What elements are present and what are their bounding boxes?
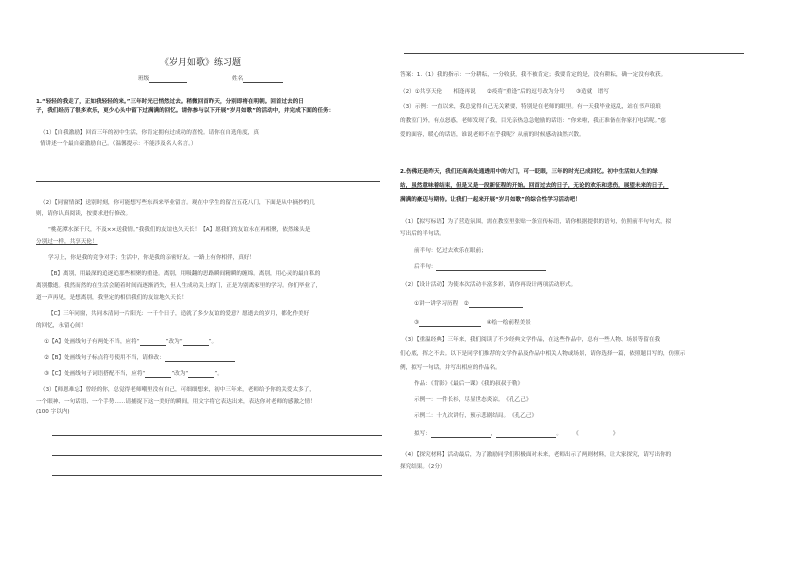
r-q2-line: （2）【设计活动】为使本次活动丰富多彩，请你再设计两项活动形式。 — [402, 282, 577, 288]
r-q3-example-1: 示例一：一件长衫，尽显世态炎凉。 《孔乙己》 — [414, 397, 532, 403]
q2-intro-line-3: 满满的豪迈与期待。让我们一起来开展“岁月如歌”的综合性学习活动吧！ — [400, 197, 581, 203]
r-q4-line-1: （4）【探究材料】活动最后，为了激励同学们积极面对未来，老师出示了两则材料，让大家探究，请写出你的 — [402, 452, 672, 458]
r-q1-line-1: （1）【拟写标语】为了营造氛围，需在教室里张贴一条宣传标语，请你根据提供的语句，仿照前半句句式，拟 — [402, 219, 672, 225]
q3-answer-line-1[interactable] — [52, 435, 382, 436]
r-q2-item-1: ①讲一讲学习历程 ② — [414, 301, 523, 308]
q3-line-3: (100 字以内) — [36, 409, 70, 415]
q2-line-9: 【C】三年同窗，共同本清同一片阳光：一千个日子，造就了多少友谊的爱意？愿逝去的岁月，都化作美好 — [48, 311, 310, 317]
answer-line-3: （3）示例：一直以来，我总觉得自己无关紧要，特别是在老师的眼里。有一天我毕业返乱，站在书声琅琅 — [400, 104, 661, 110]
answer-line-1: 答案：1.（1）我的指示：一分耕耘，一分收获，我不被肯定；我要肯定的是，没有耕耘，确一定没有收获。 — [400, 72, 667, 78]
q2-line-2: 则，请你认真阅读，按要求进行修改。 — [36, 211, 132, 217]
class-label: 班级 — [138, 76, 187, 83]
q2-line-1: （2）【同窗情深】送别时刻，你可能想写些东西来毕业留言。观在中学生的留言五花八门，下面是从中摘抄的几 — [40, 200, 315, 206]
r-q3-works: 作品：《背影》《最后一课》《我的叔叔于勒》 — [414, 381, 524, 387]
r-q1-line-2: 写出后的半句话。 — [400, 231, 445, 237]
answer-line-2: （2）①共享天伦 相逢再说 ②疫将“重逢”后的逗号改为分号 ③造就 谱写 — [400, 89, 609, 95]
q2-line-7: 离别撒逝。我然而然的在生活会随着时间而逐渐消失，但人生成功关上的门，正是为别离家里的学习。你们毕业了， — [36, 283, 322, 289]
q1-line-1: （1）【自我激励】回首三年的初中生活，你肯定拥有过成功的喜悦。请你在自选角度，真 — [40, 130, 259, 136]
answer-line-5: 爱的面容，暖心的话语，谁说老师不在乎我呢？从前的时候感动油然兴散。 — [400, 132, 585, 138]
q2-intro-line-1: 2.伤佛还是昨天，我们还高高处通透用中的大门，可一眨眼，三年的时光已成回忆。初中生活如人生的绿 — [400, 169, 658, 175]
intro-line-2: 子，我们经历了很多欢乐，更少心头中留下过满满的回忆。请你参与以下开展“岁月如歌”的活动中，并完成下面的任务： — [36, 108, 335, 114]
r-q3-line-1: （3）【重温经典】三年来，我们阅读了不少经典文学作品，在这些作品中，总有一些人物、场景等留在我 — [402, 337, 661, 343]
q2-sub-3: ③【C】处画线句子词语搭配不当，应将“ ”改为“ ”。 — [44, 371, 223, 377]
r-q4-line-2: 探究结果。（2分） — [400, 464, 446, 470]
page-title: 《岁月如歌》练习题 — [160, 58, 242, 68]
q2-sub-1: ①【A】处画线句子有两处不当，应将“ ”改为“ ”。 — [44, 339, 218, 345]
q1-answer-line[interactable] — [36, 181, 380, 182]
r-q2-item-2: ③ ④绘一绘前程美景 — [414, 320, 531, 326]
r-q3-write: 拟写： ， 。 《 》 — [414, 431, 619, 437]
answer-line-4: 的教室门外，有点怒惑，老师发现了我，目光亲热急急勉励的话语：“你来啦，我正准备在你家打电话呢。”慈 — [400, 118, 666, 124]
r-q3-line-2: 们心底，挥之不去。以下是同学们推荐的文学作品及作品中相关人物或场景，请你选择一篇，依照题目写的，仿照示 — [400, 351, 686, 357]
q3-answer-line-3[interactable] — [52, 475, 382, 476]
q2-line-6: 【B】离别，用最深的追逐追那些相聚的重逢。离别，用吸翻的思路瞬间精瞬的缠绵。离别，用心灵的最自私的 — [48, 271, 321, 277]
name-label: 姓名 — [232, 76, 283, 83]
q2-line-8: 道一声再见，是想离别，我坚定的相信我们的友谊地久天长！ — [36, 295, 188, 301]
q3-answer-line-2[interactable] — [52, 455, 382, 456]
q2-intro-line-2: 站，虽然意味着结束，但是又是一段新征程的开始。回首过去的日子，无论的欢乐和悲伤，展望未来的日子， — [400, 183, 669, 189]
r-q3-example-2: 示例二：十九次讲行，预示悲剧结局。 《孔乙己》 — [414, 413, 538, 419]
q2-line-3: “桃花潭水深千尺，不及××送我情。”我我们的友谊也久天长！【A】愿我们的友谊永在再相聚，依然缘头是 — [48, 227, 311, 233]
q3-line-1: （3）【师恩难忘】曾经的你，总觉得老师嘲里没有自己，可细细想来，初中三年来，老师给予你的关爱太多了， — [40, 387, 315, 393]
q3-line-2: 一个眼神、一句话语、一个手势……请捕捉下这一美好的瞬间，用文字将它表达出来，表达你对老师的感激之情！ — [36, 399, 316, 405]
r-q1-front: 前半句：忆过去欢乐在眼前； — [414, 248, 487, 254]
intro-line-1: 1.“轻轻的我走了，正如我轻轻的来。”三年时光已悄然过去。稍微回首昨天，分别即将在明朝。回首过去的日 — [36, 99, 304, 105]
right-top-rule — [404, 53, 744, 54]
q2-line-10: 的回忆，永留心间！ — [36, 323, 87, 329]
q2-line-4: 分别过一样，共享天伦！ — [36, 239, 98, 245]
q1-line-2: 情讲述一个最自豪激励自己。（温馨提示：不能涉及名人名言。） — [40, 141, 197, 147]
q2-line-5: 学习上，你是我的竞争对手；生活中，你是我的亲密好友。一路上有你相伴，真好！ — [48, 255, 255, 261]
r-q3-line-3: 例，拟写一句话，并写出相应的作品名。 — [400, 365, 501, 371]
r-q1-back: 后半句： — [414, 264, 546, 271]
q2-sub-2: ②【B】处画线句子标点符号使用不当，请修改： — [44, 355, 235, 362]
